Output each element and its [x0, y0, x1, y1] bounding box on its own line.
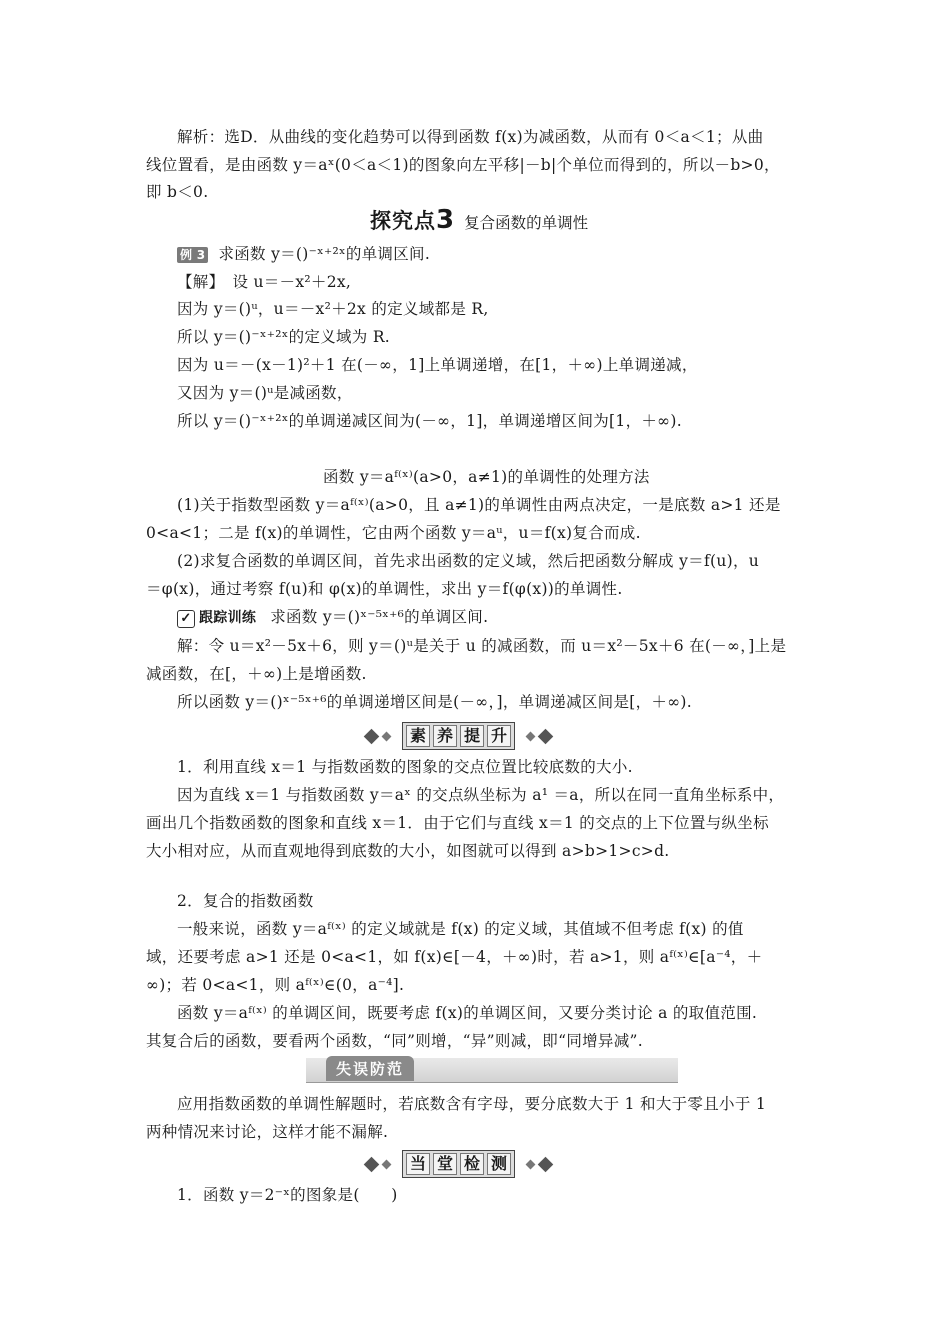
literacy-item-1: 1．利用直线 x＝1 与指数函数的图象的交点位置比较底数的大小. [177, 758, 633, 776]
banner-char: 测 [487, 1153, 511, 1175]
literacy-item-1-line-3: 大小相对应，从而直观地得到底数的大小，如图就可以得到 a>b>1>c>d. [146, 842, 670, 860]
solution-line-2: 因为 y＝()ᵘ，u＝－x²＋2x 的定义域都是 R, [177, 300, 489, 318]
diamond-icon [364, 1156, 380, 1172]
practice-answer-2: 减函数，在[，＋∞)上是增函数. [146, 665, 367, 683]
diamond-icon [538, 728, 554, 744]
analysis-line-2: 线位置看，是由函数 y＝aˣ(0＜a＜1)的图象向左平移|－b|个单位而得到的，所以－b>0， [146, 156, 780, 174]
banner-char: 检 [460, 1153, 484, 1175]
section-heading [370, 205, 588, 237]
solution-line-4: 因为 u＝－(x－1)²＋1 在(－∞，1]上单调递增，在[1，＋∞)上单调递减， [177, 356, 698, 374]
practice-question [177, 607, 488, 628]
literacy-item-2-line-5: 其复合后的函数，要看两个函数，“同”则增，“异”则减，即“同增异减”. [146, 1032, 643, 1050]
banner-char: 素 [406, 725, 430, 747]
analysis-line-1: 解析：选D．从曲线的变化趋势可以得到函数 f(x)为减函数，从而有 0＜a＜1；从曲 [177, 128, 764, 146]
literacy-banner-box [402, 722, 515, 750]
diamond-icon [526, 731, 536, 741]
literacy-banner [366, 722, 551, 750]
literacy-item-1-line-1: 因为直线 x＝1 与指数函数 y＝aˣ 的交点纵坐标为 a¹ ＝a，所以在同一直角坐标系中， [177, 786, 785, 804]
pitfall-banner [306, 1058, 678, 1083]
method-title: 函数 y＝aᶠ⁽ˣ⁾(a>0，a≠1)的单调性的处理方法 [323, 468, 650, 486]
method-p2-line-1: (2)求复合函数的单调区间，首先求出函数的定义域，然后把函数分解成 y＝f(u)，u [177, 552, 760, 570]
example-question-text: 求函数 y＝()⁻ˣ⁺²ˣ的单调区间. [218, 245, 431, 263]
banner-char: 堂 [433, 1153, 457, 1175]
section-number: 3 [436, 205, 455, 235]
literacy-item-2-line-4: 函数 y＝aᶠ⁽ˣ⁾ 的单调区间，既要考虑 f(x)的单调区间，又要分类讨论 a 的取值范围. [177, 1004, 758, 1022]
section-subtitle: 复合函数的单调性 [464, 214, 589, 232]
practice-label: 跟踪训练 [199, 610, 257, 626]
section-head: 探究点 [370, 209, 436, 233]
literacy-item-2-line-1: 一般来说，函数 y＝aᶠ⁽ˣ⁾ 的定义域就是 f(x) 的定义域，其值域不但考虑 f(x) 的值 [177, 920, 744, 938]
quiz-question-1: 1．函数 y＝2⁻ˣ的图象是( ) [177, 1186, 398, 1204]
check-icon: ✓ [177, 610, 195, 628]
banner-char: 养 [433, 725, 457, 747]
pitfall-line-1: 应用指数函数的单调性解题时，若底数含有字母，要分底数大于 1 和大于零且小于 1 [177, 1095, 767, 1113]
practice-answer-1: 解：令 u＝x²－5x＋6，则 y＝()ᵘ是关于 u 的减函数，而 u＝x²－5x＋6 在(－∞，]上是 [177, 637, 787, 655]
pitfall-line-2: 两种情况来讨论，这样才能不漏解. [146, 1123, 389, 1141]
solution-line-1: 【解】 设 u＝－x²＋2x, [177, 273, 352, 291]
solution-line-5: 又因为 y＝()ᵘ是减函数， [177, 384, 353, 402]
banner-char: 提 [460, 725, 484, 747]
diamond-icon [382, 731, 392, 741]
diamond-icon [364, 728, 380, 744]
diamond-icon [538, 1156, 554, 1172]
example-question [177, 244, 430, 264]
banner-char: 当 [406, 1153, 430, 1175]
literacy-item-2: 2．复合的指数函数 [177, 892, 314, 910]
literacy-item-2-line-3: ∞)；若 0<a<1，则 aᶠ⁽ˣ⁾∈(0，a⁻⁴]. [146, 976, 405, 994]
diamond-icon [382, 1159, 392, 1169]
pitfall-label: 失误防范 [326, 1056, 414, 1081]
banner-char: 升 [487, 725, 511, 747]
method-p2-line-2: ＝φ(x)，通过考察 f(u)和 φ(x)的单调性，求出 y＝f(φ(x))的单调性. [146, 580, 623, 598]
example-tag: 例 3 [177, 247, 208, 263]
solution-line-6: 所以 y＝()⁻ˣ⁺²ˣ的单调递减区间为(－∞，1]，单调递增区间为[1，＋∞). [177, 412, 682, 430]
practice-answer-3: 所以函数 y＝()ˣ⁻⁵ˣ⁺⁶的单调递增区间是(－∞，]，单调递减区间是[，＋∞). [177, 693, 692, 711]
solution-line-3: 所以 y＝()⁻ˣ⁺²ˣ的定义域为 R. [177, 328, 391, 346]
method-p1-line-1: (1)关于指数型函数 y＝aᶠ⁽ˣ⁾(a>0，且 a≠1)的单调性由两点决定，一是底数 a>1 还是 [177, 496, 781, 514]
quiz-banner-box [402, 1150, 515, 1178]
literacy-item-2-line-2: 域，还要考虑 a>1 还是 0<a<1，如 f(x)∈[－4，＋∞)时，若 a>1，则 aᶠ⁽ˣ⁾∈[a⁻⁴，＋ [146, 948, 763, 966]
literacy-item-1-line-2: 画出几个指数函数的图象和直线 x＝1．由于它们与直线 x＝1 的交点的上下位置与纵坐标 [146, 814, 769, 832]
analysis-line-3: 即 b＜0. [146, 183, 209, 201]
diamond-icon [526, 1159, 536, 1169]
practice-question-text: 求函数 y＝()ˣ⁻⁵ˣ⁺⁶的单调区间. [270, 608, 489, 626]
quiz-banner [366, 1150, 551, 1178]
method-p1-line-2: 0<a<1；二是 f(x)的单调性，它由两个函数 y＝aᵘ，u＝f(x)复合而成. [146, 524, 641, 542]
